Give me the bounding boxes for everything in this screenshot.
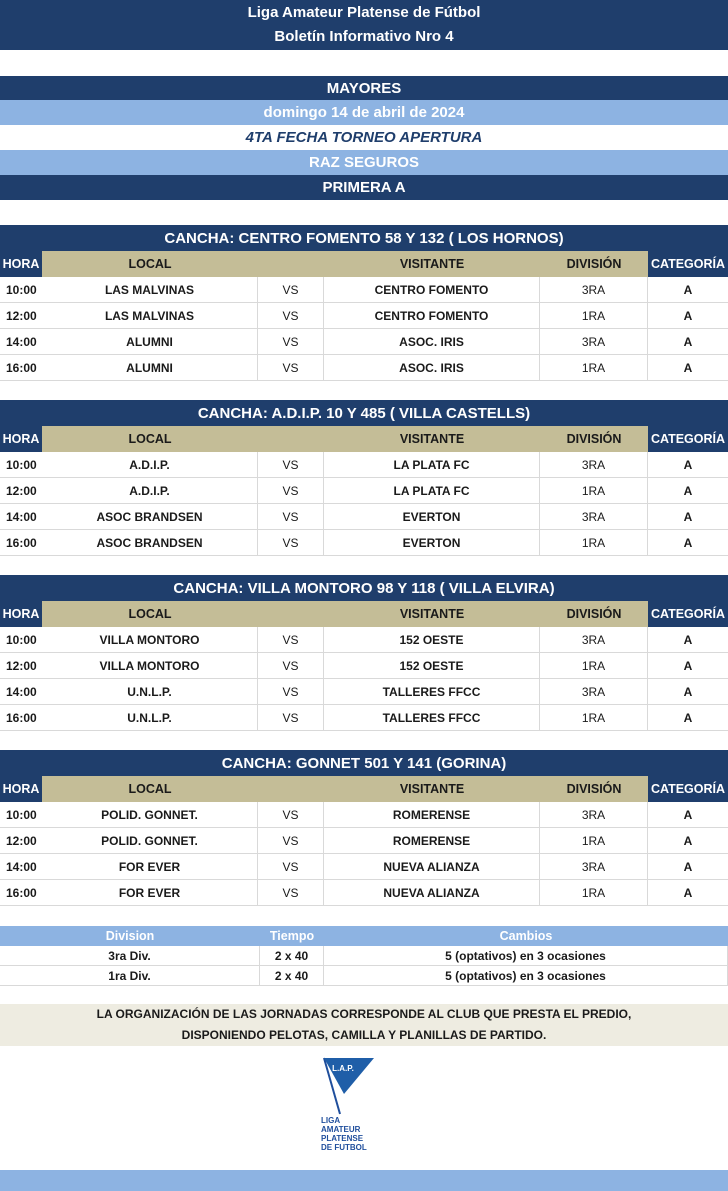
match-category: A bbox=[648, 478, 728, 504]
vs-label: VS bbox=[258, 277, 324, 303]
match-division: 3RA bbox=[540, 277, 648, 303]
venue-title-text: CANCHA: GONNET 501 Y 141 (GORINA) bbox=[221, 754, 507, 772]
away-team: TALLERES FFCC bbox=[324, 679, 540, 705]
away-team: CENTRO FOMENTO bbox=[324, 277, 540, 303]
match-time: 14:00 bbox=[0, 329, 42, 355]
away-team: ASOC. IRIS bbox=[324, 355, 540, 381]
division-title: PRIMERA A bbox=[322, 179, 406, 196]
rules-division: 1ra Div. bbox=[0, 966, 260, 986]
rules-changes: 5 (optativos) en 3 ocasiones bbox=[324, 966, 728, 986]
venue-table bbox=[0, 400, 728, 556]
match-category: A bbox=[648, 802, 728, 828]
flag-text: L.A.P. bbox=[332, 1064, 354, 1073]
vs-label: VS bbox=[258, 329, 324, 355]
away-team: EVERTON bbox=[324, 530, 540, 556]
header-hora: HORA bbox=[0, 601, 42, 627]
match-row bbox=[0, 679, 728, 705]
column-header-row bbox=[0, 776, 728, 802]
match-row bbox=[0, 355, 728, 381]
match-category: A bbox=[648, 277, 728, 303]
home-team: POLID. GONNET. bbox=[42, 802, 258, 828]
header-local: LOCAL bbox=[128, 782, 172, 796]
away-team: NUEVA ALIANZA bbox=[324, 880, 540, 906]
match-category: A bbox=[648, 854, 728, 880]
vs-label: VS bbox=[258, 504, 324, 530]
rules-time: 2 x 40 bbox=[260, 946, 324, 966]
match-time: 12:00 bbox=[0, 653, 42, 679]
match-row bbox=[0, 854, 728, 880]
match-row bbox=[0, 530, 728, 556]
match-division: 1RA bbox=[540, 653, 648, 679]
venue-title-text: CANCHA: CENTRO FOMENTO 58 Y 132 ( LOS HORNOS) bbox=[164, 229, 564, 247]
match-row bbox=[0, 277, 728, 303]
match-row bbox=[0, 828, 728, 854]
vs-label: VS bbox=[258, 880, 324, 906]
match-time: 16:00 bbox=[0, 880, 42, 906]
note-line-1: LA ORGANIZACIÓN DE LAS JORNADAS CORRESPONDE AL CLUB QUE PRESTA EL PREDIO, bbox=[96, 1007, 632, 1021]
match-time: 12:00 bbox=[0, 478, 42, 504]
vs-label: VS bbox=[258, 452, 324, 478]
vs-label: VS bbox=[258, 679, 324, 705]
header-hora: HORA bbox=[0, 776, 42, 802]
home-team: A.D.I.P. bbox=[42, 452, 258, 478]
match-time: 16:00 bbox=[0, 705, 42, 731]
match-division: 1RA bbox=[540, 705, 648, 731]
header-categoria: CATEGORÍA bbox=[648, 426, 728, 452]
rules-row bbox=[0, 966, 728, 986]
header-categoria: CATEGORÍA bbox=[648, 251, 728, 277]
match-category: A bbox=[648, 705, 728, 731]
home-team: FOR EVER bbox=[42, 880, 258, 906]
match-division: 3RA bbox=[540, 627, 648, 653]
home-team: LAS MALVINAS bbox=[42, 303, 258, 329]
match-division: 3RA bbox=[540, 679, 648, 705]
vs-label: VS bbox=[258, 627, 324, 653]
match-time: 14:00 bbox=[0, 679, 42, 705]
category-band bbox=[0, 76, 728, 100]
away-team: 152 OESTE bbox=[324, 653, 540, 679]
venue-title-text: CANCHA: VILLA MONTORO 98 Y 118 ( VILLA ELVIRA) bbox=[173, 579, 555, 597]
match-row bbox=[0, 653, 728, 679]
match-division: 3RA bbox=[540, 802, 648, 828]
home-team: VILLA MONTORO bbox=[42, 653, 258, 679]
match-division: 1RA bbox=[540, 828, 648, 854]
header-visitante: VISITANTE bbox=[399, 432, 465, 446]
home-team: LAS MALVINAS bbox=[42, 277, 258, 303]
vs-label: VS bbox=[258, 854, 324, 880]
header-middle bbox=[42, 601, 648, 627]
rules-changes: 5 (optativos) en 3 ocasiones bbox=[324, 946, 728, 966]
match-time: 10:00 bbox=[0, 802, 42, 828]
header-middle bbox=[42, 426, 648, 452]
sponsor-band bbox=[0, 150, 728, 175]
away-team: EVERTON bbox=[324, 504, 540, 530]
header-categoria: CATEGORÍA bbox=[648, 601, 728, 627]
vs-label: VS bbox=[258, 653, 324, 679]
vs-label: VS bbox=[258, 303, 324, 329]
away-team: LA PLATA FC bbox=[324, 478, 540, 504]
header-middle bbox=[42, 251, 648, 277]
header-division: DIVISIÓN bbox=[566, 607, 622, 621]
match-row bbox=[0, 504, 728, 530]
rules-header-division: Division bbox=[105, 929, 155, 943]
match-category: A bbox=[648, 303, 728, 329]
match-row bbox=[0, 452, 728, 478]
league-logo bbox=[316, 1056, 386, 1166]
match-row bbox=[0, 478, 728, 504]
logo-line: DE FUTBOL bbox=[321, 1143, 367, 1152]
match-division: 1RA bbox=[540, 880, 648, 906]
match-row bbox=[0, 627, 728, 653]
match-date: domingo 14 de abril de 2024 bbox=[263, 104, 465, 121]
match-category: A bbox=[648, 627, 728, 653]
vs-label: VS bbox=[258, 828, 324, 854]
match-division: 3RA bbox=[540, 854, 648, 880]
rules-division: 3ra Div. bbox=[0, 946, 260, 966]
venue-table bbox=[0, 750, 728, 906]
league-name: Liga Amateur Platense de Fútbol bbox=[247, 4, 481, 21]
header-local: LOCAL bbox=[128, 432, 172, 446]
match-time: 16:00 bbox=[0, 530, 42, 556]
match-row bbox=[0, 329, 728, 355]
league-title-band bbox=[0, 0, 728, 50]
away-team: 152 OESTE bbox=[324, 627, 540, 653]
tournament-band bbox=[0, 125, 728, 150]
rules-table bbox=[0, 926, 728, 986]
note-line-2: DISPONIENDO PELOTAS, CAMILLA Y PLANILLAS DE PARTIDO. bbox=[181, 1028, 547, 1042]
match-category: A bbox=[648, 504, 728, 530]
home-team: FOR EVER bbox=[42, 854, 258, 880]
match-row bbox=[0, 802, 728, 828]
header-division: DIVISIÓN bbox=[566, 257, 622, 271]
match-category: A bbox=[648, 530, 728, 556]
rules-header-changes: Cambios bbox=[499, 929, 553, 943]
home-team: A.D.I.P. bbox=[42, 478, 258, 504]
away-team: ROMERENSE bbox=[324, 802, 540, 828]
logo-line: AMATEUR bbox=[321, 1125, 361, 1134]
home-team: VILLA MONTORO bbox=[42, 627, 258, 653]
home-team: U.N.L.P. bbox=[42, 679, 258, 705]
home-team: ALUMNI bbox=[42, 329, 258, 355]
venue-title bbox=[0, 225, 728, 251]
match-division: 1RA bbox=[540, 478, 648, 504]
column-header-row bbox=[0, 426, 728, 452]
home-team: U.N.L.P. bbox=[42, 705, 258, 731]
header-local: LOCAL bbox=[128, 607, 172, 621]
away-team: CENTRO FOMENTO bbox=[324, 303, 540, 329]
match-category: A bbox=[648, 679, 728, 705]
rules-row bbox=[0, 946, 728, 966]
logo-line: LIGA bbox=[321, 1116, 341, 1125]
header-visitante: VISITANTE bbox=[399, 782, 465, 796]
header-local: LOCAL bbox=[128, 257, 172, 271]
flag-icon bbox=[316, 1056, 386, 1116]
match-time: 14:00 bbox=[0, 854, 42, 880]
away-team: LA PLATA FC bbox=[324, 452, 540, 478]
vs-label: VS bbox=[258, 355, 324, 381]
away-team: ROMERENSE bbox=[324, 828, 540, 854]
match-time: 14:00 bbox=[0, 504, 42, 530]
logo-text bbox=[321, 1116, 401, 1152]
rules-header-row bbox=[0, 926, 728, 946]
venue-table bbox=[0, 225, 728, 381]
match-row bbox=[0, 705, 728, 731]
header-middle bbox=[42, 776, 648, 802]
header-visitante: VISITANTE bbox=[399, 257, 465, 271]
tournament-title: 4TA FECHA TORNEO APERTURA bbox=[245, 129, 483, 146]
match-category: A bbox=[648, 355, 728, 381]
match-category: A bbox=[648, 329, 728, 355]
header-hora: HORA bbox=[0, 251, 42, 277]
match-category: A bbox=[648, 653, 728, 679]
header-hora: HORA bbox=[0, 426, 42, 452]
match-division: 3RA bbox=[540, 329, 648, 355]
match-division: 3RA bbox=[540, 452, 648, 478]
footer-bar bbox=[0, 1170, 728, 1191]
match-row bbox=[0, 880, 728, 906]
header-division: DIVISIÓN bbox=[566, 432, 622, 446]
away-team: NUEVA ALIANZA bbox=[324, 854, 540, 880]
rules-header-time: Tiempo bbox=[269, 929, 315, 943]
venue-title bbox=[0, 575, 728, 601]
match-time: 10:00 bbox=[0, 627, 42, 653]
logo-line: PLATENSE bbox=[321, 1134, 364, 1143]
vs-label: VS bbox=[258, 802, 324, 828]
sponsor-name: RAZ SEGUROS bbox=[308, 154, 419, 171]
division-band bbox=[0, 175, 728, 200]
venue-title bbox=[0, 400, 728, 426]
bulletin-number: Boletín Informativo Nro 4 bbox=[274, 28, 454, 45]
match-division: 3RA bbox=[540, 504, 648, 530]
home-team: ASOC BRANDSEN bbox=[42, 530, 258, 556]
vs-label: VS bbox=[258, 705, 324, 731]
column-header-row bbox=[0, 601, 728, 627]
match-category: A bbox=[648, 828, 728, 854]
home-team: ALUMNI bbox=[42, 355, 258, 381]
organization-note bbox=[0, 1004, 728, 1046]
away-team: TALLERES FFCC bbox=[324, 705, 540, 731]
match-time: 12:00 bbox=[0, 828, 42, 854]
rules-time: 2 x 40 bbox=[260, 966, 324, 986]
vs-label: VS bbox=[258, 530, 324, 556]
venue-title-text: CANCHA: A.D.I.P. 10 Y 485 ( VILLA CASTELLS) bbox=[197, 404, 531, 422]
match-row bbox=[0, 303, 728, 329]
match-category: A bbox=[648, 452, 728, 478]
match-time: 16:00 bbox=[0, 355, 42, 381]
venue-title bbox=[0, 750, 728, 776]
match-division: 1RA bbox=[540, 303, 648, 329]
venue-table bbox=[0, 575, 728, 731]
date-band bbox=[0, 100, 728, 125]
header-division: DIVISIÓN bbox=[566, 782, 622, 796]
match-category: A bbox=[648, 880, 728, 906]
home-team: POLID. GONNET. bbox=[42, 828, 258, 854]
match-time: 12:00 bbox=[0, 303, 42, 329]
category-title: MAYORES bbox=[326, 79, 402, 97]
match-division: 1RA bbox=[540, 530, 648, 556]
home-team: ASOC BRANDSEN bbox=[42, 504, 258, 530]
header-categoria: CATEGORÍA bbox=[648, 776, 728, 802]
match-time: 10:00 bbox=[0, 452, 42, 478]
match-division: 1RA bbox=[540, 355, 648, 381]
header-visitante: VISITANTE bbox=[399, 607, 465, 621]
away-team: ASOC. IRIS bbox=[324, 329, 540, 355]
column-header-row bbox=[0, 251, 728, 277]
vs-label: VS bbox=[258, 478, 324, 504]
match-time: 10:00 bbox=[0, 277, 42, 303]
